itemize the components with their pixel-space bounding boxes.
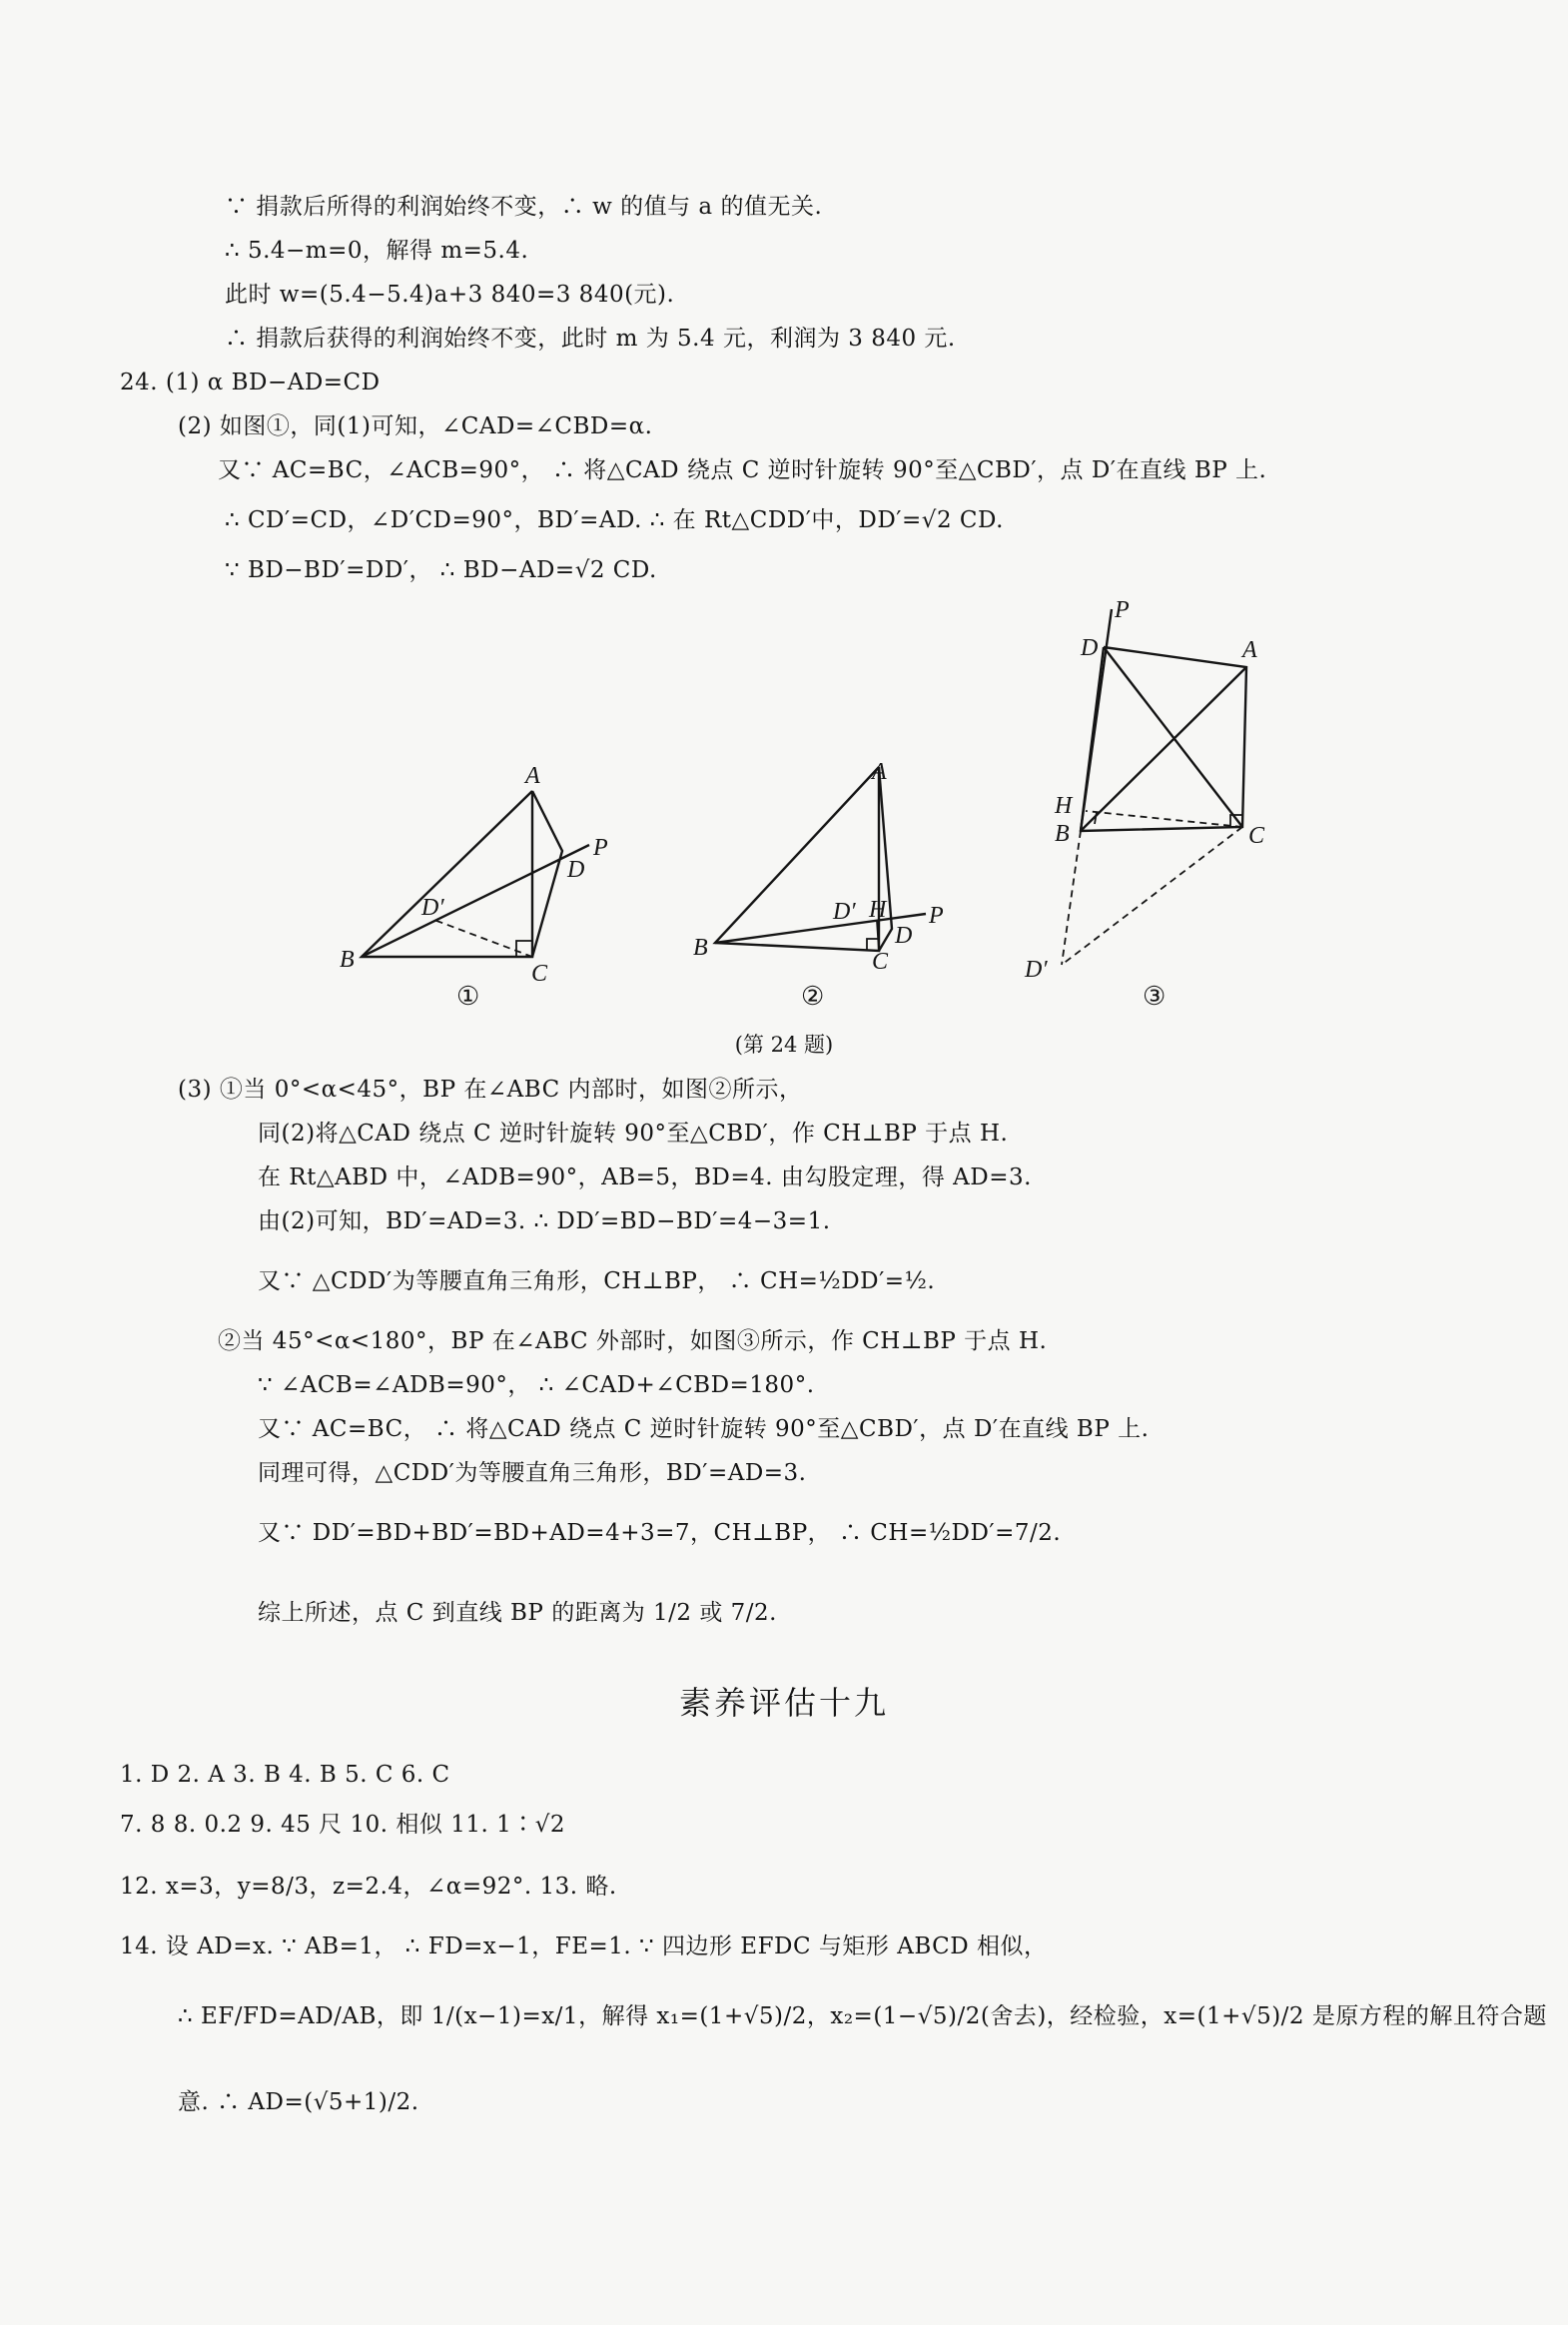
text-line: 意. ∴ AD=(√5+1)/2. [178,2089,419,2115]
fig3-number: ③ [1143,982,1167,1011]
fig1-label-p: P [593,835,608,861]
section-title: 素养评估十九 [678,1684,889,1722]
fig2-label-h: H [869,897,887,923]
fig1-label-c: C [531,961,548,987]
question-24-part1: 24. (1) α BD−AD=CD [120,370,381,395]
fig2-label-d-prime: D′ [833,899,856,925]
text-line: ∴ 5.4−m=0，解得 m=5.4. [225,238,529,264]
text-line: ∴ 捐款后获得的利润始终不变，此时 m 为 5.4 元，利润为 3 840 元. [225,326,956,352]
fig2-number: ② [801,982,825,1011]
text-line: ②当 45°<α<180°，BP 在∠ABC 外部时，如图③所示，作 CH⊥BP 于点 H. [218,1328,1048,1354]
fig2-label-p: P [929,903,944,929]
text-line: 此时 w=(5.4−5.4)a+3 840=3 840(元). [225,282,675,308]
fig1-label-d-prime: D′ [421,895,444,921]
text-line: ∴ EF/FD=AD/AB，即 1/(x−1)=x/1，解得 x₁=(1+√5)/2，x₂=(1−√5)/2(舍去)，经检验，x=(1+√5)/2 是原方程的解且符合题 [178,2003,1547,2029]
answers-row-1: 1. D 2. A 3. B 4. B 5. C 6. C [120,1762,450,1788]
text-line: 又∵ △CDD′为等腰直角三角形，CH⊥BP， ∴ CH=½DD′=½. [258,1268,936,1294]
text-line: ∵ ∠ACB=∠ADB=90°， ∴ ∠CAD+∠CBD=180°. [258,1372,815,1398]
fig3-diag-bd [1081,667,1246,831]
fig1-number: ① [456,982,480,1011]
text-line: 又∵ AC=BC， ∴ 将△CAD 绕点 C 逆时针旋转 90°至△CBD′，点 D′在直线 BP 上. [258,1416,1150,1442]
question-24-part3: (3) ①当 0°<α<45°，BP 在∠ABC 内部时，如图②所示， [178,1077,803,1103]
text-line: ∴ CD′=CD，∠D′CD=90°，BD′=AD. ∴ 在 Rt△CDD′中，DD′=√2 CD. [225,507,1004,533]
text-line: 同理可得，△CDD′为等腰直角三角形，BD′=AD=3. [258,1460,807,1486]
text-line: 综上所述，点 C 到直线 BP 的距离为 1/2 或 7/2. [258,1600,777,1626]
fig1-label-d: D [567,857,585,883]
fig1-right-angle [516,941,532,957]
fig1-triangle-abc [362,791,532,957]
answers-row-3: 12. x=3，y=8/3，z=2.4，∠α=92°. 13. 略. [120,1874,617,1900]
fig2-label-c: C [872,949,889,975]
text-line: ∵ BD−BD′=DD′， ∴ BD−AD=√2 CD. [225,557,657,583]
fig3-bd-prime [1062,831,1081,965]
fig3-ch [1086,811,1242,827]
fig3-quad [1081,647,1246,831]
fig3-cd-prime [1062,827,1242,965]
fig2-label-a: A [872,759,887,785]
fig3-label-c: C [1248,823,1265,849]
fig1-line-bp [362,845,589,957]
text-line: ∵ 捐款后所得的利润始终不变，∴ w 的值与 a 的值无关. [225,194,823,220]
text-line: 又∵ DD′=BD+BD′=BD+AD=4+3=7，CH⊥BP， ∴ CH=½DD′=7/2. [258,1520,1062,1546]
figure-24 [0,589,1568,1029]
fig1-quad-acd [532,791,562,957]
text-line: 又∵ AC=BC，∠ACB=90°， ∴ 将△CAD 绕点 C 逆时针旋转 90°至△CBD′，点 D′在直线 BP 上. [218,457,1267,483]
fig3-label-a: A [1242,637,1257,663]
text-line: 同(2)将△CAD 绕点 C 逆时针旋转 90°至△CBD′，作 CH⊥BP 于点 H. [258,1121,1009,1147]
fig3-diag-ac [1104,647,1242,827]
fig2-label-d: D [895,923,913,949]
text-line: 由(2)可知，BD′=AD=3. ∴ DD′=BD−BD′=4−3=1. [258,1208,831,1234]
fig3-label-b: B [1055,821,1070,847]
figure-caption: (第 24 题) [734,1033,834,1057]
fig3-label-h: H [1055,793,1073,819]
text-line: 在 Rt△ABD 中，∠ADB=90°，AB=5，BD=4. 由勾股定理，得 AD=3. [258,1164,1032,1190]
answers-row-2: 7. 8 8. 0.2 9. 45 尺 10. 相似 11. 1∶√2 [120,1812,565,1838]
question-14: 14. 设 AD=x. ∵ AB=1， ∴ FD=x−1，FE=1. ∵ 四边形 EFDC 与矩形 ABCD 相似， [120,1934,1048,1959]
fig1-label-b: B [340,947,355,973]
fig3-label-d: D [1081,635,1099,661]
fig1-label-a: A [525,763,540,789]
fig3-label-d-prime: D′ [1025,957,1048,983]
text-line: (2) 如图①，同(1)可知，∠CAD=∠CBD=α. [178,413,653,439]
fig3-right-angle-h [1095,812,1097,824]
fig2-label-b: B [693,935,708,961]
fig2-acd [879,767,892,951]
fig3-label-p: P [1115,597,1130,623]
